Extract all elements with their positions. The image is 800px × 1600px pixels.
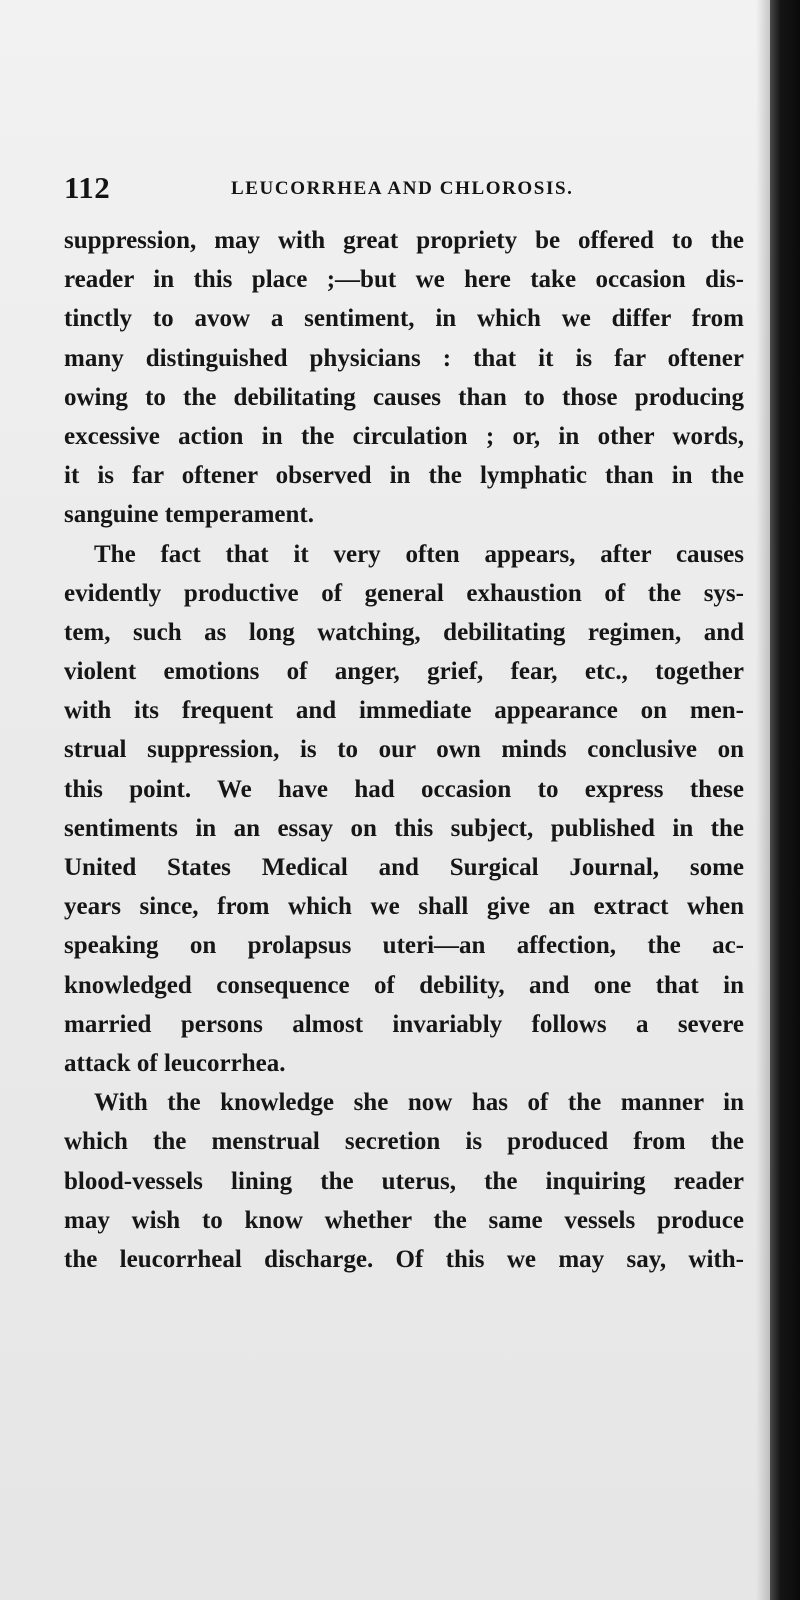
page-header (64, 170, 744, 210)
binding-shadow (756, 0, 770, 1600)
book-binding-edge (770, 0, 800, 1600)
text-line: evidently productive of general exhaustion of the sys- (64, 579, 744, 607)
text-line: with its frequent and immediate appearance on men- (64, 697, 744, 725)
text-line: many distinguished physicians : that it is far oftener (64, 344, 744, 372)
text-line: violent emotions of anger, grief, fear, etc., together (64, 658, 744, 686)
text-line: owing to the debilitating causes than to those producing (64, 383, 744, 411)
text-line: years since, from which we shall give an extract when (64, 893, 744, 921)
text-line: reader in this place ;—but we here take occasion dis- (64, 266, 744, 294)
body-text (64, 221, 744, 1279)
text-line: sentiments in an essay on this subject, published in the (64, 814, 744, 842)
text-line: tem, such as long watching, debilitating regimen, and (64, 618, 744, 646)
text-line: excessive action in the circulation ; or, in other words, (64, 422, 744, 450)
running-head: LEUCORRHEA AND CHLOROSIS. (231, 178, 574, 199)
text-line: it is far oftener observed in the lymphatic than in the (64, 462, 744, 490)
text-line: the leucorrheal discharge. Of this we may say, with- (64, 1245, 744, 1273)
paragraph-start-line: With the knowledge she now has of the manner in (94, 1089, 744, 1117)
text-line: United States Medical and Surgical Journal, some (64, 854, 744, 881)
text-line: sanguine temperament. (64, 501, 314, 529)
text-line: attack of leucorrhea. (64, 1049, 286, 1077)
text-line: may wish to know whether the same vessels produce (64, 1206, 744, 1234)
text-line: tinctly to avow a sentiment, in which we differ from (64, 305, 744, 333)
text-line: suppression, may with great propriety be offered to the (64, 227, 744, 254)
paragraph-start-line: The fact that it very often appears, after causes (94, 540, 744, 568)
text-line: this point. We have had occasion to express these (64, 775, 744, 803)
text-line: married persons almost invariably follows a severe (64, 1010, 744, 1038)
page-number: 112 (64, 170, 111, 205)
text-line: which the menstrual secretion is produced from the (64, 1128, 744, 1156)
text-line: blood-vessels lining the uterus, the inquiring reader (64, 1167, 744, 1195)
text-line: speaking on prolapsus uteri—an affection, the ac- (64, 932, 744, 960)
text-line: knowledged consequence of debility, and one that in (64, 971, 744, 999)
text-line: strual suppression, is to our own minds conclusive on (64, 736, 744, 764)
